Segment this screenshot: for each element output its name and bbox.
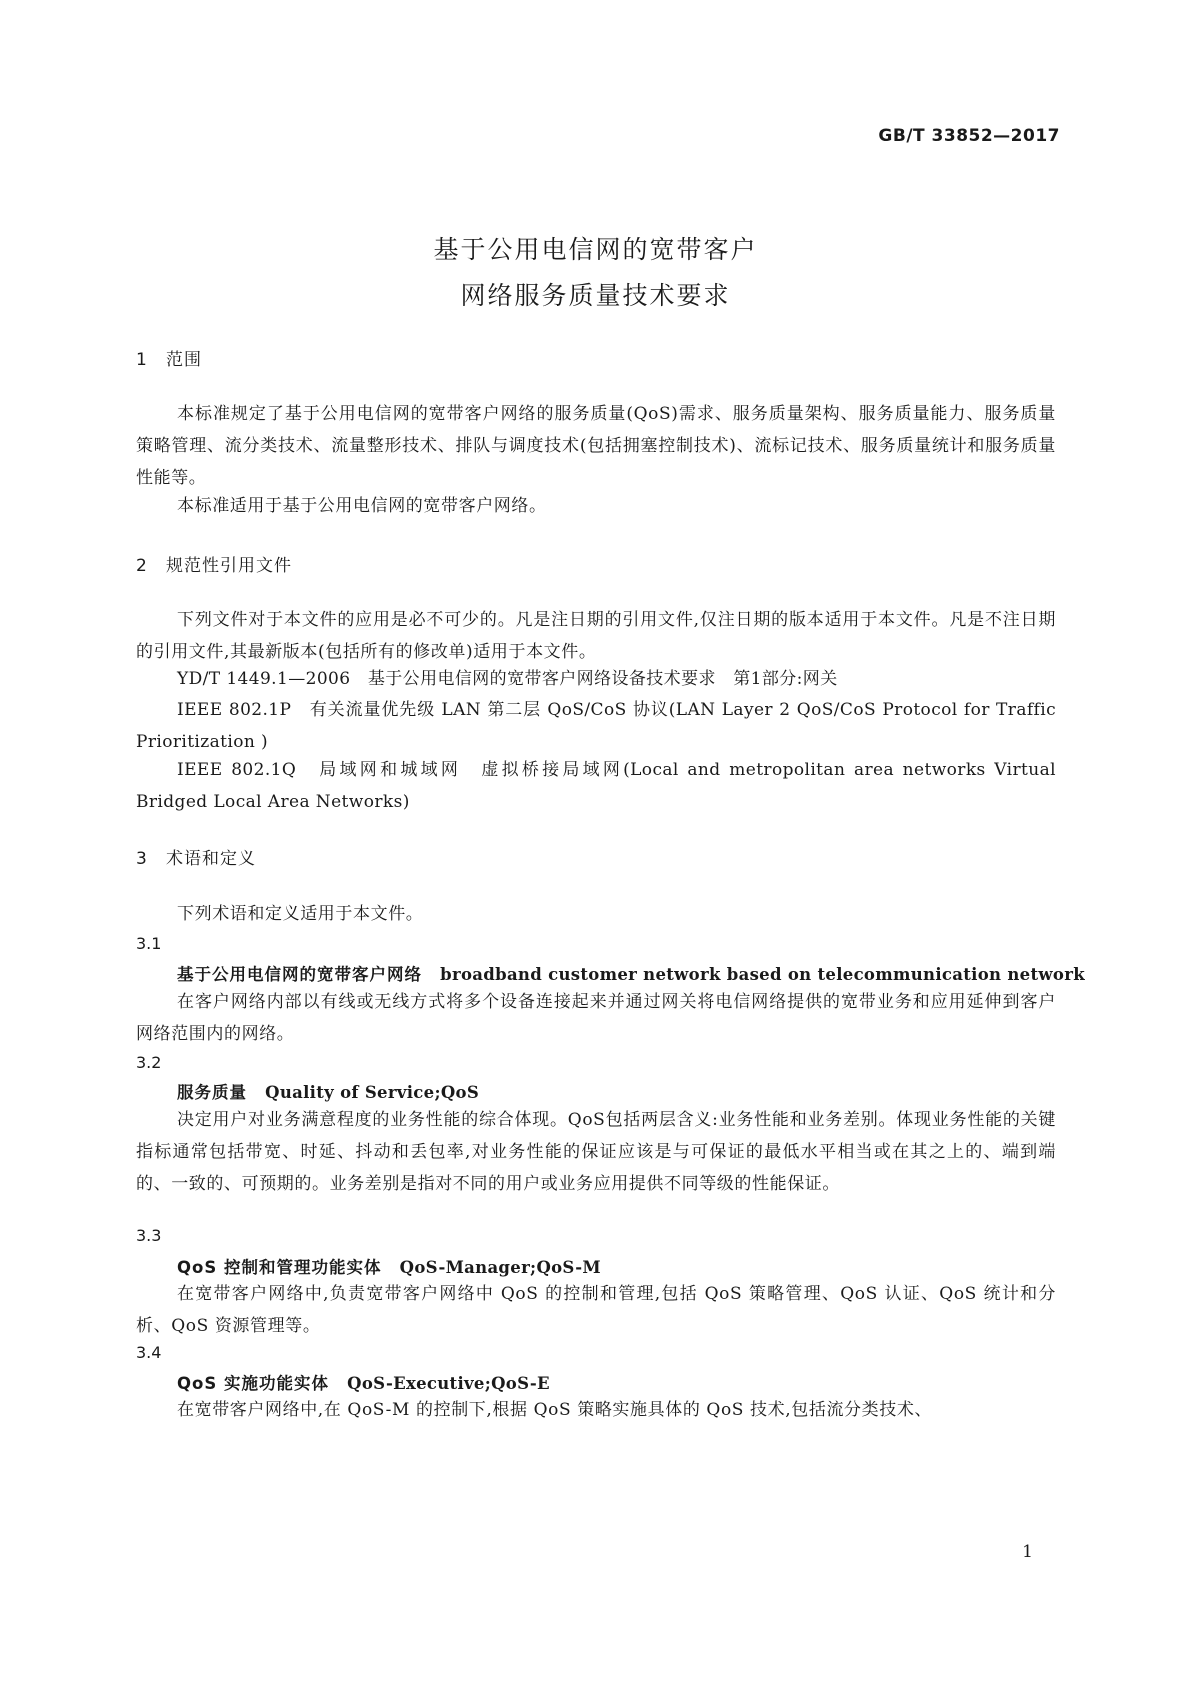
term-chinese: QoS 控制和管理功能实体 bbox=[177, 1258, 382, 1277]
term-definition: 在宽带客户网络中,负责宽带客户网络中 QoS 的控制和管理,包括 QoS 策略管理、QoS 认证、QoS 统计和分析、QoS 资源管理等。 bbox=[136, 1284, 1056, 1336]
paragraph: 下列术语和定义适用于本文件。 bbox=[177, 904, 424, 924]
term-english: QoS-Executive;QoS-E bbox=[347, 1374, 550, 1393]
reference-item: YD/T 1449.1—2006 基于公用电信网的宽带客户网络设备技术要求 第1部分:网关 bbox=[177, 669, 838, 689]
section-number: 2 bbox=[136, 556, 148, 576]
reference-item: IEEE 802.1Q 局域网和城域网 虚拟桥接局域网(Local and metropolitan area networks Virtual Bridged Local Area Networks) bbox=[136, 760, 1056, 812]
reference-item: IEEE 802.1P 有关流量优先级 LAN 第二层 QoS/CoS 协议(LAN Layer 2 QoS/CoS Protocol for Traffic Prioritization ) bbox=[136, 700, 1056, 752]
section-number: 3 bbox=[136, 849, 148, 869]
paragraph: 下列文件对于本文件的应用是必不可少的。凡是注日期的引用文件,仅注日期的版本适用于本文件。凡是不注日期的引用文件,其最新版本(包括所有的修改单)适用于本文件。 bbox=[136, 610, 1056, 662]
term-entry bbox=[177, 1254, 601, 1278]
clause-number: 3.2 bbox=[136, 1053, 162, 1072]
term-chinese: 服务质量 bbox=[177, 1083, 247, 1102]
section-heading-scope bbox=[136, 345, 202, 370]
term-chinese: 基于公用电信网的宽带客户网络 bbox=[177, 965, 422, 984]
section-number: 1 bbox=[136, 350, 148, 370]
term-english: Quality of Service;QoS bbox=[265, 1083, 480, 1102]
term-english: broadband customer network based on telecommunication network bbox=[440, 965, 1085, 984]
document-title-line-1: 基于公用电信网的宽带客户 bbox=[433, 235, 758, 264]
section-title: 范围 bbox=[166, 350, 202, 370]
paragraph: 本标准规定了基于公用电信网的宽带客户网络的服务质量(QoS)需求、服务质量架构、服务质量能力、服务质量策略管理、流分类技术、流量整形技术、排队与调度技术(包括拥塞控制技术)、流标记技术、服务质量统计和服务质量性能等。 bbox=[136, 404, 1056, 488]
clause-number: 3.4 bbox=[136, 1343, 162, 1362]
term-chinese: QoS 实施功能实体 bbox=[177, 1374, 329, 1393]
standard-code: GB/T 33852—2017 bbox=[878, 126, 1060, 146]
clause-number: 3.3 bbox=[136, 1226, 162, 1245]
term-definition: 在客户网络内部以有线或无线方式将多个设备连接起来并通过网关将电信网络提供的宽带业务和应用延伸到客户网络范围内的网络。 bbox=[136, 992, 1056, 1044]
term-entry bbox=[177, 961, 1085, 985]
term-english: QoS-Manager;QoS-M bbox=[399, 1258, 601, 1277]
document-title-line-2: 网络服务质量技术要求 bbox=[460, 281, 731, 310]
section-title: 规范性引用文件 bbox=[166, 556, 292, 576]
term-entry bbox=[177, 1079, 479, 1103]
section-title: 术语和定义 bbox=[166, 849, 256, 869]
term-definition: 在宽带客户网络中,在 QoS-M 的控制下,根据 QoS 策略实施具体的 QoS 技术,包括流分类技术、 bbox=[177, 1400, 933, 1420]
paragraph: 本标准适用于基于公用电信网的宽带客户网络。 bbox=[177, 496, 547, 516]
page-number: 1 bbox=[1022, 1542, 1033, 1562]
section-heading-terms-definitions bbox=[136, 844, 256, 869]
term-definition: 决定用户对业务满意程度的业务性能的综合体现。QoS包括两层含义:业务性能和业务差别。体现业务性能的关键指标通常包括带宽、时延、抖动和丢包率,对业务性能的保证应该是与可保证的最低水平相当或在其之上的、端到端的、一致的、可预期的。业务差别是指对不同的用户或业务应用提供不同等级的性能保证。 bbox=[136, 1110, 1056, 1194]
term-entry bbox=[177, 1370, 550, 1394]
clause-number: 3.1 bbox=[136, 934, 162, 953]
section-heading-normative-references bbox=[136, 551, 292, 576]
